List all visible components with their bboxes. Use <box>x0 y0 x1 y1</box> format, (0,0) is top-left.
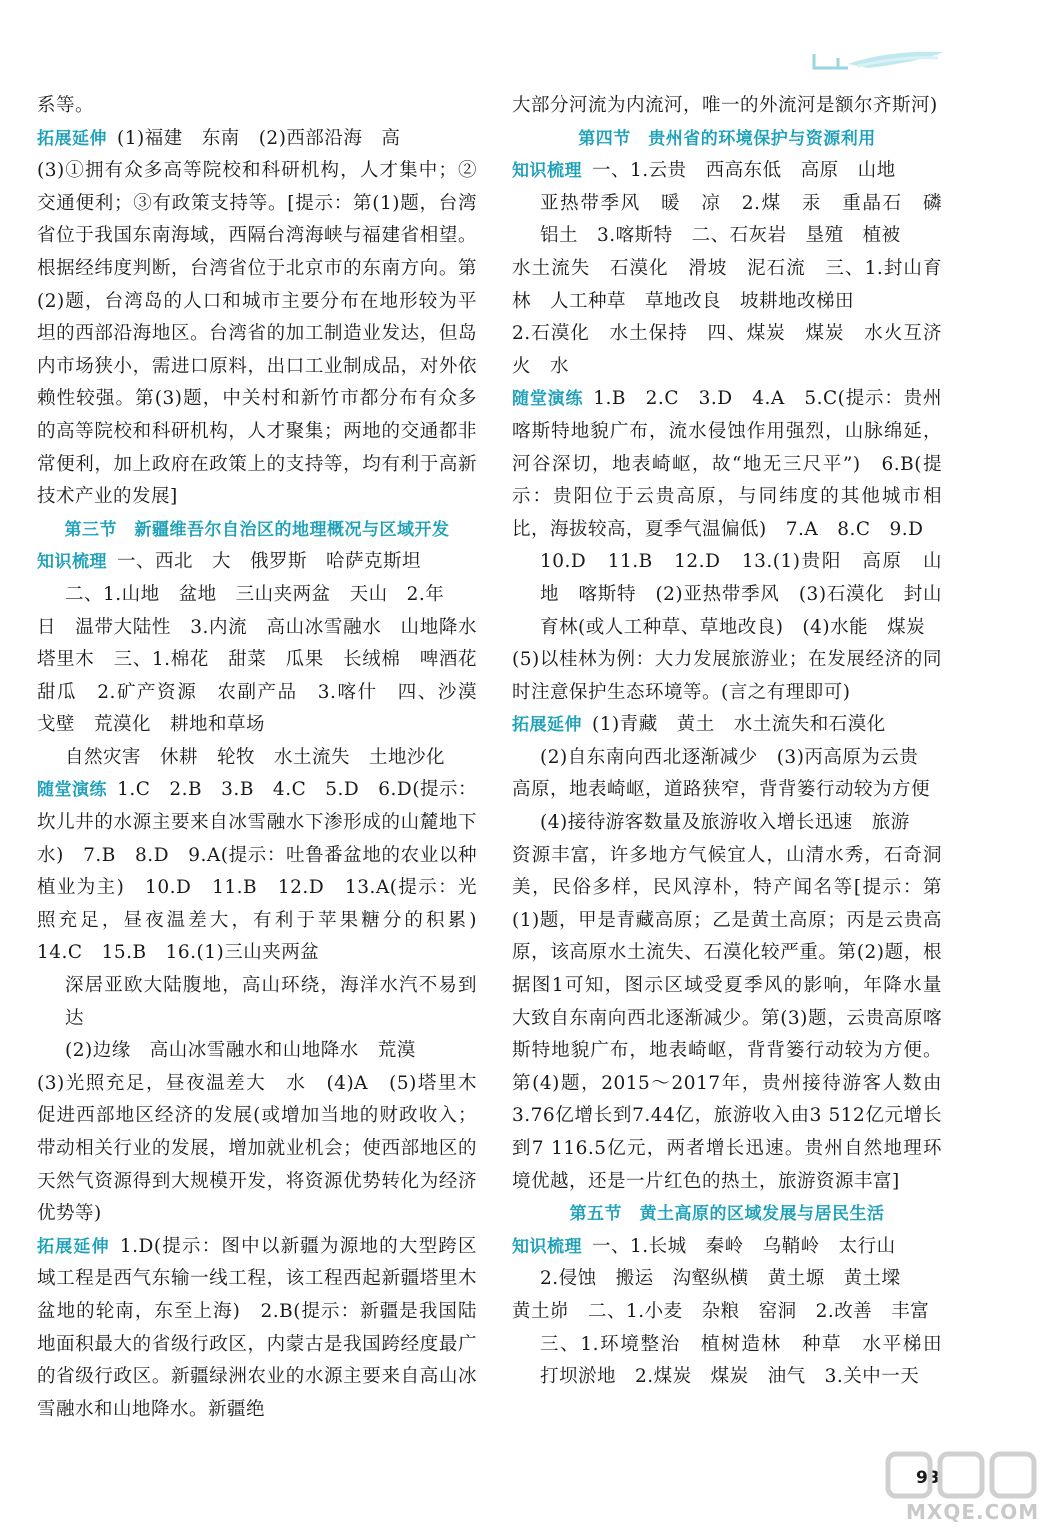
answer-paragraph <box>512 318 962 383</box>
section-label: 拓展延伸 <box>37 128 107 149</box>
section-heading: 第四节 贵州省的环境保护与资源利用 <box>578 128 876 149</box>
answer-paragraph <box>512 188 962 253</box>
answer-paragraph <box>37 155 477 514</box>
answer-text: 水土流失 石漠化 滑坡 泥石流 三、1.封山育林 人工种草 草地改良 坡耕地改梯田 <box>512 257 942 312</box>
answer-text: 一、1.云贵 西高东低 高原 山地 <box>592 160 896 182</box>
answer-text: 日 温带大陆性 3.内流 高山冰雪融水 山地降水 塔里木 三、1.棉花 甜菜 瓜果 长绒棉 啤酒花 甜瓜 2.矿产资源 农副产品 3.喀什 四、沙漠 戈壁 荒漠化 耕地和草场 <box>37 616 497 736</box>
answer-text: (4)接待游客数量及旅游收入增长迅速 旅游 <box>540 812 910 834</box>
answer-paragraph <box>512 1231 942 1264</box>
answer-text: 2.侵蚀 搬运 沟壑纵横 黄土塬 黄土墚 <box>540 1268 901 1290</box>
answer-text: 10.D 11.B 12.D 13.(1)贵阳 高原 山地 喀斯特 (2)亚热带季风 (3)石漠化 封山育林(或人工种草、草地改良) (4)水能 煤炭 <box>540 551 942 638</box>
section-label: 随堂演练 <box>512 389 584 410</box>
answer-text: (2)自东南向西北逐渐减少 (3)丙高原为云贵 <box>540 746 919 768</box>
answer-paragraph <box>37 123 477 156</box>
answer-text: (1)青藏 黄土 水土流失和石漠化 <box>592 714 886 736</box>
answer-paragraph <box>512 1296 942 1329</box>
answer-text: 三、1.环境整治 植树造林 种草 水平梯田 打坝淤地 2.煤炭 煤炭 油气 3.关中一天 <box>540 1333 962 1388</box>
answer-text: 资源丰富，许多地方气候宜人，山清水秀，石奇洞美，民俗多样，民风淳朴，特产闻名等[提示：第(1)题，甲是青藏高原；乙是黄土高原；丙是云贵高原，该高原水土流失、石漠化较严重。第(2)题，根据图1可知，图示区域受夏季风的影响，年降水量大致自东南向西北逐渐减少。第(3)题，云贵高原喀斯特地貌广布，地表崎岖，背背篓行动较为方便。第(4)题，2015～2017年，贵州接待游客人数由3.76亿增长到7.44亿，旅游收入由3 512亿元增长到7 116.5亿元，两者增长迅速。贵州自然地理环境优越，还是一片红色的热土，旅游资源丰富] <box>512 844 942 1192</box>
answer-paragraph <box>37 1068 497 1231</box>
answer-paragraph <box>37 970 477 1035</box>
answer-text: (2)边缘 高山冰雪融水和山地降水 荒漠 <box>65 1040 416 1062</box>
right-column <box>512 90 962 1394</box>
answer-paragraph <box>512 774 942 807</box>
answer-text: 1.C 2.B 3.B 4.C 5.D 6.D(提示：坎儿井的水源主要来自冰雪融水下渗形成的山麓地下水) 7.B 8.D 9.A(提示：吐鲁番盆地的农业以种植业为主) 10.D 11.B 12.D 13.A(提示：光照充足，昼夜温差大，有利于苹果糖分的积累) 14.C 15.B 16.(1)三山夹两盆 <box>37 779 497 964</box>
answer-paragraph <box>512 383 942 546</box>
answer-paragraph <box>37 742 477 775</box>
answer-text: 深居亚欧大陆腹地，高山环绕，海洋水汽不易到达 <box>65 975 477 1029</box>
answer-paragraph <box>37 1231 477 1427</box>
answer-text: 自然灾害 休耕 轮牧 水土流失 土地沙化 <box>65 746 446 768</box>
answer-text: 2.石漠化 水土保持 四、煤炭 煤炭 水火互济 火 水 <box>512 323 962 377</box>
answer-paragraph <box>512 1329 962 1394</box>
watermark-text: MXQE.COM <box>906 1500 1040 1524</box>
answer-text: 系等。 <box>37 95 95 116</box>
answer-paragraph <box>512 253 942 318</box>
answer-paragraph <box>37 546 477 579</box>
answer-text: (5)以桂林为例：大力发展旅游业；在发展经济的同时注意保护生态环境等。(言之有理即可) <box>512 649 942 703</box>
answer-text: 黄土峁 二、1.小麦 杂粮 窑洞 2.改善 丰富 <box>512 1300 930 1322</box>
answer-paragraph <box>512 155 942 188</box>
section-label: 随堂演练 <box>37 780 108 801</box>
section-label: 知识梳理 <box>512 161 582 182</box>
answer-text: 1.D(提示：图中以新疆为源地的大型跨区域工程是西气东输一线工程，该工程西起新疆塔里木盆地的轮南，东至上海) 2.B(提示：新疆是我国陆地面积最大的省级行政区，内蒙古是我国跨经度最广的省级行政区。新疆绿洲农业的水源主要来自高山冰雪融水和山地降水。新疆绝 <box>37 1235 477 1420</box>
section-heading: 第五节 黄土高原的区域发展与居民生活 <box>569 1204 885 1225</box>
header-decoration <box>808 44 948 74</box>
answer-paragraph <box>37 1035 477 1068</box>
section-label: 拓展延伸 <box>512 715 582 736</box>
answer-text: 二、1.山地 盆地 三山夹两盆 天山 2.年 <box>65 583 445 605</box>
answer-text: 高原，地表崎岖，道路狭窄，背背篓行动较为方便 <box>512 779 931 801</box>
section-label: 拓展延伸 <box>37 1236 110 1257</box>
answer-text: 一、1.长城 秦岭 乌鞘岭 太行山 <box>592 1235 896 1257</box>
section-label: 知识梳理 <box>512 1236 582 1257</box>
answer-paragraph <box>37 612 497 742</box>
left-column <box>37 90 497 1426</box>
answer-text: 1.B 2.C 3.D 4.A 5.C(提示：贵州喀斯特地貌广布，流水侵蚀作用强烈，山脉绵延，河谷深切，地表崎岖，故“地无三尺平”) 6.B(提示：贵阳位于云贵高原，与同纬度的其他城市相比，海拔较高，夏季气温偏低) 7.A 8.C 9.D <box>512 388 942 540</box>
page-number: 93 <box>916 1468 940 1488</box>
answer-paragraph <box>512 742 942 775</box>
answer-text: 大部分河流为内流河，唯一的外流河是额尔齐斯河) <box>512 95 938 116</box>
answer-paragraph <box>512 546 942 644</box>
answer-text: (1)福建 东南 (2)西部沿海 高 <box>117 127 401 149</box>
answer-text: 一、西北 大 俄罗斯 哈萨克斯坦 <box>117 551 422 573</box>
answer-paragraph <box>512 807 942 840</box>
answer-paragraph <box>512 644 942 709</box>
answer-paragraph <box>512 1263 942 1296</box>
answer-paragraph <box>512 840 942 1199</box>
answer-paragraph <box>37 90 477 123</box>
answer-text: 亚热带季风 暖 凉 2.煤 汞 重晶石 磷 铝土 3.喀斯特 二、石灰岩 垦殖 植被 <box>540 192 962 247</box>
answer-paragraph <box>37 774 497 970</box>
section-label: 知识梳理 <box>37 552 107 573</box>
answer-text: (3)光照充足，昼夜温差大 水 (4)A (5)塔里木 促进西部地区经济的发展(或增加当地的财政收入；带动相关行业的发展，增加就业机会；使西部地区的天然气资源得到大规模开发，将资源优势转化为经济优势等) <box>37 1072 497 1225</box>
answer-paragraph <box>37 579 477 612</box>
section-heading: 第三节 新疆维吾尔自治区的地理概况与区域开发 <box>64 519 450 540</box>
answer-paragraph <box>512 709 942 742</box>
answer-text: (3)①拥有众多高等院校和科研机构，人才集中；②交通便利；③有政策支持等。[提示：第(1)题，台湾省位于我国东南海域，西隔台湾海峡与福建省相望。根据经纬度判断，台湾省位于北京市的东南方向。第(2)题，台湾岛的人口和城市主要分布在地形较为平坦的西部沿海地区。台湾省的加工制造业发达，但岛内市场狭小，需进口原料，出口工业制成品，对外依赖性较强。第(3)题，中关村和新竹市都分布有众多的高等院校和科研机构，人才聚集；两地的交通都非常便利，加上政府在政策上的支持等，均有利于高新技术产业的发展] <box>37 160 477 508</box>
answer-paragraph <box>512 90 942 123</box>
